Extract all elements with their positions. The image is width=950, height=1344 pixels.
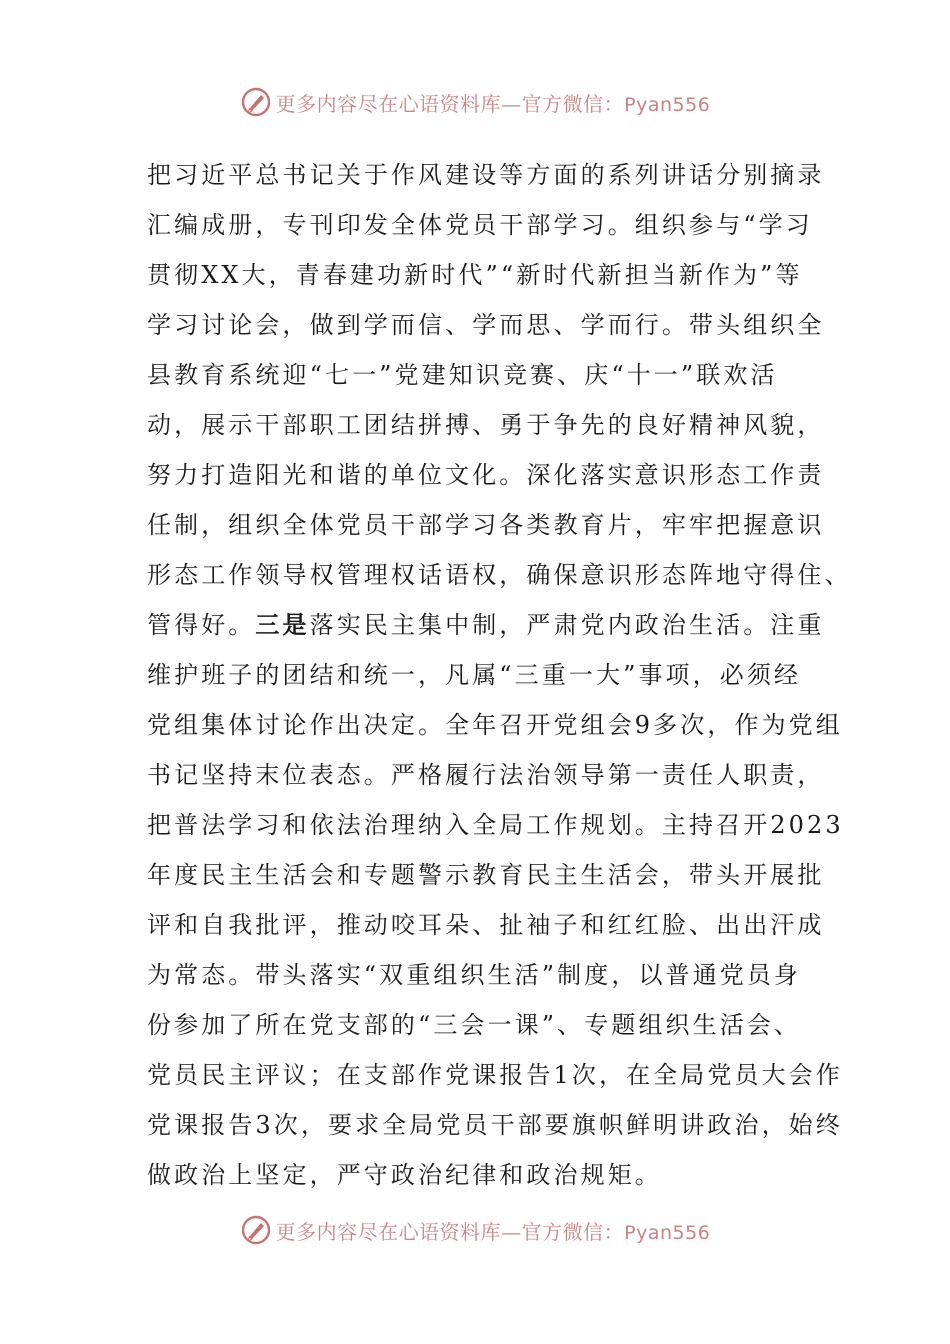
- text-line: 形态工作领导权管理权话语权，确保意识形态阵地守得住、: [147, 561, 852, 589]
- pen-logo-icon: [240, 1214, 272, 1246]
- text-line: 书记坚持末位表态。严格履行法治领导第一责任人职责，: [147, 761, 825, 789]
- watermark-wechat: Pyan556: [624, 1221, 711, 1244]
- watermark-footer: [0, 1210, 950, 1250]
- text-line: 努力打造阳光和谐的单位文化。深化落实意识形态工作责: [147, 461, 825, 489]
- text-line: 评和自我批评，推动咬耳朵、扯袖子和红红脸、出出汗成: [147, 911, 825, 939]
- watermark-main: 更多内容尽在心语资料库—官方微信：: [275, 91, 625, 116]
- watermark-header: [0, 82, 950, 122]
- watermark-text: [276, 88, 711, 117]
- text-line: 汇编成册，专刊印发全体党员干部学习。组织参与“学习: [147, 211, 813, 239]
- text-line: 贯彻XX大，青春建功新时代”“新时代新担当新作为”等: [147, 261, 803, 289]
- text-line: 为常态。带头落实“双重组织生活”制度，以普通党员身: [147, 961, 802, 989]
- text-segment: 管得好。: [147, 611, 256, 639]
- pen-logo-icon: [240, 86, 272, 118]
- text-line: 党课报告3次，要求全局党员干部要旗帜鲜明讲政治，始终: [147, 1111, 843, 1139]
- text-line: 把习近平总书记关于作风建设等方面的系列讲话分别摘录: [147, 161, 825, 189]
- watermark-main: 更多内容尽在心语资料库—官方微信：: [275, 1219, 625, 1244]
- bold-lead: 三是: [255, 610, 310, 639]
- text-line: 动，展示干部职工团结拼搏、勇于争先的良好精神风貌，: [147, 411, 825, 439]
- text-line: 份参加了所在党支部的“三会一课”、专题组织生活会、: [147, 1011, 802, 1039]
- text-line: [147, 600, 825, 650]
- text-line: 任制，组织全体党员干部学习各类教育片，牢牢把握意识: [147, 511, 825, 539]
- watermark-text: [276, 1216, 711, 1245]
- text-line: 党员民主评议；在支部作党课报告1次，在全局党员大会作: [147, 1061, 843, 1089]
- text-line: 维护班子的团结和统一，凡属“三重一大”事项，必须经: [147, 661, 802, 689]
- text-line: 做政治上坚定，严守政治纪律和政治规矩。: [147, 1161, 662, 1189]
- watermark-wechat: Pyan556: [624, 93, 711, 116]
- text-line: 把普法学习和依法治理纳入全局工作规划。主持召开2023: [147, 811, 844, 839]
- text-segment: 落实民主集中制，严肃党内政治生活。注重: [309, 611, 825, 639]
- document-body: [147, 150, 852, 1200]
- text-line: 党组集体讨论作出决定。全年召开党组会9多次，作为党组: [147, 711, 843, 739]
- text-line: 县教育系统迎“七一”党建知识竞赛、庆“十一”联欢活: [147, 361, 778, 389]
- text-line: 年度民主生活会和专题警示教育民主生活会，带头开展批: [147, 861, 825, 889]
- text-line: 学习讨论会，做到学而信、学而思、学而行。带头组织全: [147, 311, 825, 339]
